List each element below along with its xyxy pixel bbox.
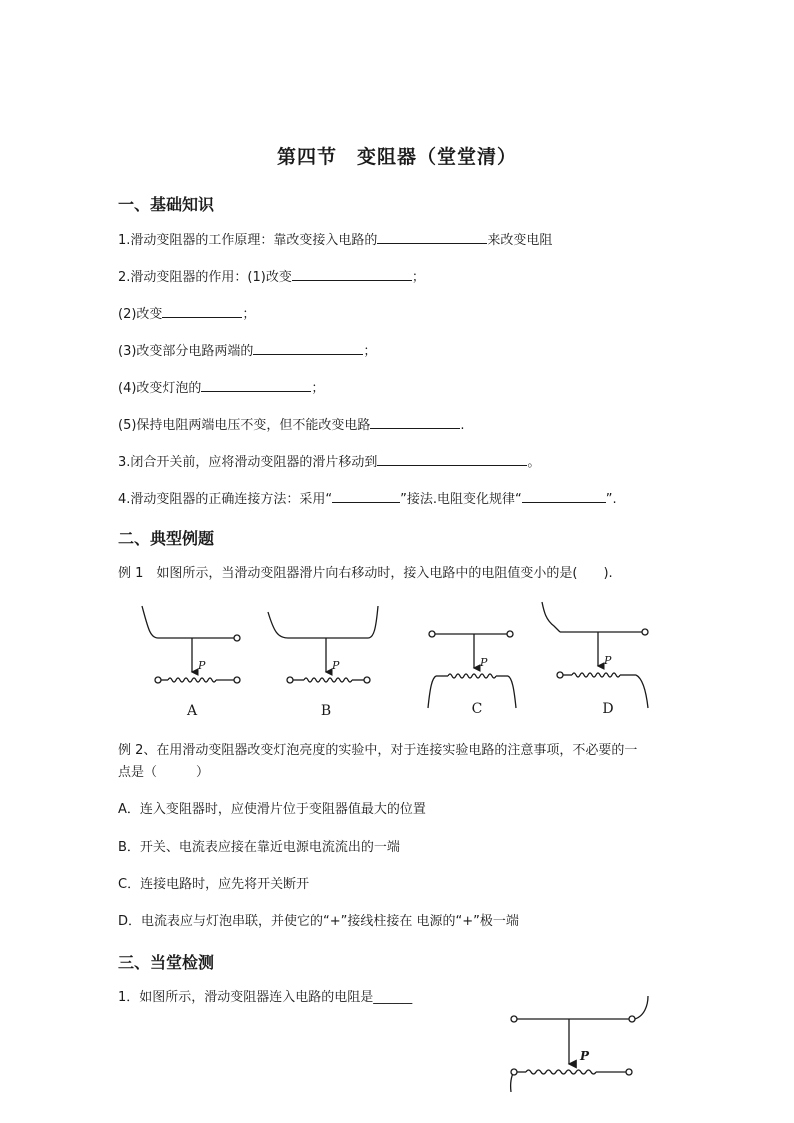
slider-label-p: P <box>580 1049 590 1063</box>
option-d[interactable]: D．电流表应与灯泡串联，并使它的“+”接线柱接在 电源的“+”极一端 <box>118 914 519 929</box>
slider-label-p: P <box>480 656 488 669</box>
section-heading-class-check: 三、当堂检测 <box>118 953 215 972</box>
answer-blank[interactable] <box>370 414 460 429</box>
question-2-part-3 <box>118 340 376 362</box>
example-2-line-1: 例 2、在用滑动变阻器改变灯泡亮度的实验中，对于连接实验电路的注意事项，不必要的一 <box>118 743 638 758</box>
question-2-part-5-suffix: . <box>460 418 465 433</box>
figure-label-d: D <box>602 701 614 717</box>
rheostat-figure-d <box>542 602 648 708</box>
slider-label-p: P <box>198 659 206 672</box>
rheostat-figure-a <box>142 606 240 683</box>
figure-label-b: B <box>320 703 332 719</box>
question-2-part-3-prefix: (3)改变部分电路两端的 <box>118 344 254 359</box>
answer-blank[interactable] <box>253 340 363 355</box>
slider-label-p: P <box>604 654 612 667</box>
example-2-line-2: 点是（ ） <box>118 765 210 780</box>
question-2-prefix: 2.滑动变阻器的作用：(1)改变 <box>118 270 292 285</box>
option-c[interactable]: C．连接电路时，应先将开关断开 <box>118 877 310 892</box>
question-2-part-2 <box>118 303 255 325</box>
answer-blank[interactable] <box>377 229 487 244</box>
figure-label-c: C <box>471 701 483 717</box>
slider-label-p: P <box>332 659 340 672</box>
answer-blank[interactable] <box>201 377 311 392</box>
question-4 <box>118 488 617 510</box>
option-b[interactable]: B．开关、电流表应接在靠近电源电流流出的一端 <box>118 840 400 855</box>
section-heading-basic-knowledge: 一、基础知识 <box>118 195 215 214</box>
check-question-1: 1．如图所示，滑动变阻器连入电路的电阻是______ <box>118 990 413 1005</box>
page-title: 第四节 变阻器（堂堂清） <box>276 146 517 168</box>
question-2-part-4-suffix: ； <box>311 381 325 396</box>
rheostat-figure-b <box>268 606 378 683</box>
example-1-text: 例 1 如图所示，当滑动变阻器滑片向右移动时，接入电路中的电阻值变小的是( ). <box>118 566 613 581</box>
question-3 <box>118 451 540 473</box>
rheostat-figure-c <box>428 631 516 708</box>
question-2-part-5-prefix: (5)保持电阻两端电压不变，但不能改变电路 <box>118 418 371 433</box>
question-4-prefix: 4.滑动变阻器的正确连接方法：采用“ <box>118 492 333 507</box>
question-1-suffix: 来改变电阻 <box>487 233 553 248</box>
question-2-part-4 <box>118 377 324 399</box>
answer-blank[interactable] <box>332 488 400 503</box>
question-2-part-4-prefix: (4)改变灯泡的 <box>118 381 202 396</box>
answer-blank[interactable] <box>292 266 412 281</box>
section-heading-examples: 二、典型例题 <box>118 529 215 548</box>
question-4-middle: ”接法.电阻变化规律“ <box>400 492 522 507</box>
option-a[interactable]: A．连入变阻器时，应使滑片位于变阻器值最大的位置 <box>118 802 426 817</box>
question-3-prefix: 3.闭合开关前，应将滑动变阻器的滑片移动到 <box>118 455 378 470</box>
question-1 <box>118 229 552 251</box>
question-1-prefix: 1.滑动变阻器的工作原理：靠改变接入电路的 <box>118 233 378 248</box>
question-2 <box>118 266 425 288</box>
question-2-part-5 <box>118 414 465 436</box>
question-2-part-2-suffix: ； <box>242 307 256 322</box>
example-1-figures <box>128 598 668 723</box>
question-2-part-2-prefix: (2)改变 <box>118 307 163 322</box>
check-question-1-figure <box>484 992 654 1092</box>
question-4-suffix: ”. <box>605 492 617 507</box>
answer-blank[interactable] <box>162 303 242 318</box>
question-2-part-3-suffix: ； <box>363 344 377 359</box>
question-3-suffix: 。 <box>527 455 541 470</box>
answer-blank[interactable] <box>522 488 606 503</box>
answer-blank[interactable] <box>377 451 527 466</box>
figure-label-a: A <box>186 703 198 719</box>
question-2-suffix: ； <box>411 270 425 285</box>
